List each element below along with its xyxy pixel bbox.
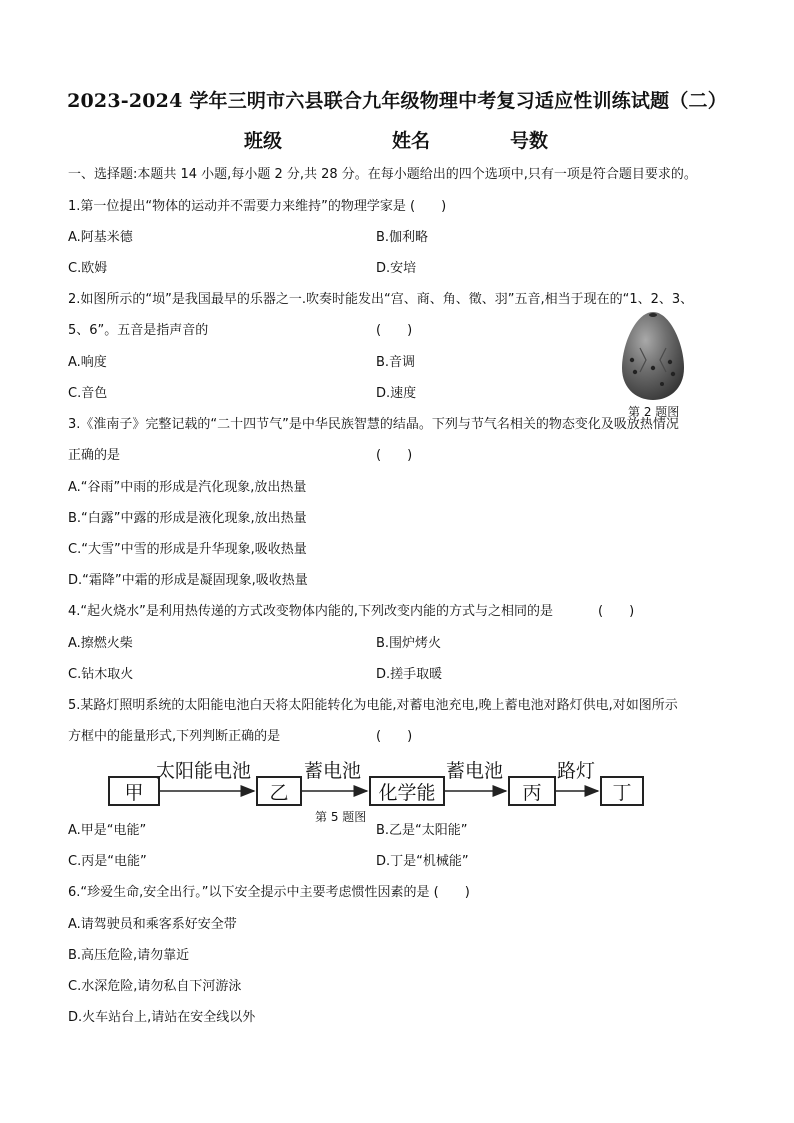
q2-option-a: A.响度 (68, 355, 107, 370)
diagram-box-jia: 甲 (108, 776, 160, 806)
diagram-box-yi: 乙 (256, 776, 302, 806)
q2-answer-blank: ( ) (376, 323, 413, 338)
arrow-label-street-lamp: 路灯 (557, 760, 596, 782)
q1-stem: 1.第一位提出“物体的运动并不需要力来维持”的物理学家是 ( ) (68, 199, 447, 214)
q6-option-c: C.水深危险,请勿私自下河游泳 (68, 979, 242, 994)
exam-title: 2023-2024 学年三明市六县联合九年级物理中考复习适应性训练试题（二） (67, 90, 727, 112)
q2-option-b: B.音调 (376, 355, 416, 370)
q3-option-a: A.“谷雨”中雨的形成是汽化现象,放出热量 (68, 480, 307, 495)
diagram-box-ding: 丁 (600, 776, 644, 806)
q4-option-b: B.围炉烤火 (376, 636, 442, 651)
diagram-box-bing: 丙 (508, 776, 556, 806)
q4-answer-blank: ( ) (598, 604, 635, 619)
q5-stem-line1: 5.某路灯照明系统的太阳能电池白天将太阳能转化为电能,对蓄电池充电,晚上蓄电池对路灯供电,对如图所示 (68, 698, 678, 713)
q3-answer-blank: ( ) (376, 448, 413, 463)
q2-stem-line2: 5、6”。五音是指声音的 (68, 323, 209, 338)
class-label: 班级 (244, 130, 283, 152)
q2-option-c: C.音色 (68, 386, 108, 401)
q1-option-b: B.伽利略 (376, 230, 429, 245)
q2-figure-caption: 第 2 题图 (628, 405, 680, 419)
q4-stem: 4.“起火烧水”是利用热传递的方式改变物体内能的,下列改变内能的方式与之相同的是 (68, 604, 554, 619)
q5-figure-caption: 第 5 题图 (315, 810, 367, 824)
q1-option-d: D.安培 (376, 261, 417, 276)
q3-stem-line2: 正确的是 (68, 448, 121, 463)
q6-stem: 6.“珍爱生命,安全出行。”以下安全提示中主要考虑惯性因素的是 ( ) (68, 885, 470, 900)
q3-stem-line1: 3.《淮南子》完整记载的“二十四节气”是中华民族智慧的结晶。下列与节气名相关的物态变化及吸放热情况 (68, 417, 679, 432)
q6-option-b: B.高压危险,请勿靠近 (68, 948, 190, 963)
section-intro: 一、选择题:本题共 14 小题,每小题 2 分,共 28 分。在每小题给出的四个选项中,只有一项是符合题目要求的。 (68, 167, 697, 182)
q6-option-a: A.请驾驶员和乘客系好安全带 (68, 917, 237, 932)
q5-option-c: C.丙是“电能” (68, 854, 147, 869)
name-label: 姓名 (392, 130, 431, 152)
number-label: 号数 (510, 130, 549, 152)
arrow-label-solar-cell: 太阳能电池 (156, 760, 252, 782)
q5-option-d: D.丁是“机械能” (376, 854, 469, 869)
q1-option-c: C.欧姆 (68, 261, 108, 276)
q5-stem-line2: 方框中的能量形式,下列判断正确的是 (68, 729, 281, 744)
q6-option-d: D.火车站台上,请站在安全线以外 (68, 1010, 256, 1025)
q4-option-d: D.搓手取暖 (376, 667, 443, 682)
q4-option-c: C.钻木取火 (68, 667, 134, 682)
diagram-box-chemical-energy: 化学能 (369, 776, 445, 806)
arrow-label-battery-2: 蓄电池 (446, 760, 504, 782)
q3-option-d: D.“霜降”中霜的形成是凝固现象,吸收热量 (68, 573, 308, 588)
q1-option-a: A.阿基米德 (68, 230, 133, 245)
q4-option-a: A.擦燃火柴 (68, 636, 133, 651)
q5-option-a: A.甲是“电能” (68, 823, 147, 838)
q3-option-b: B.“白露”中露的形成是液化现象,放出热量 (68, 511, 307, 526)
q2-option-d: D.速度 (376, 386, 417, 401)
arrow-label-battery-1: 蓄电池 (304, 760, 362, 782)
q5-answer-blank: ( ) (376, 729, 413, 744)
q5-option-b: B.乙是“太阳能” (376, 823, 468, 838)
q3-option-c: C.“大雪”中雪的形成是升华现象,吸收热量 (68, 542, 307, 557)
q2-stem-line1: 2.如图所示的“埙”是我国最早的乐器之一.吹奏时能发出“宫、商、角、徵、羽”五音,相当于现在的“1、2、3、 (68, 292, 694, 307)
